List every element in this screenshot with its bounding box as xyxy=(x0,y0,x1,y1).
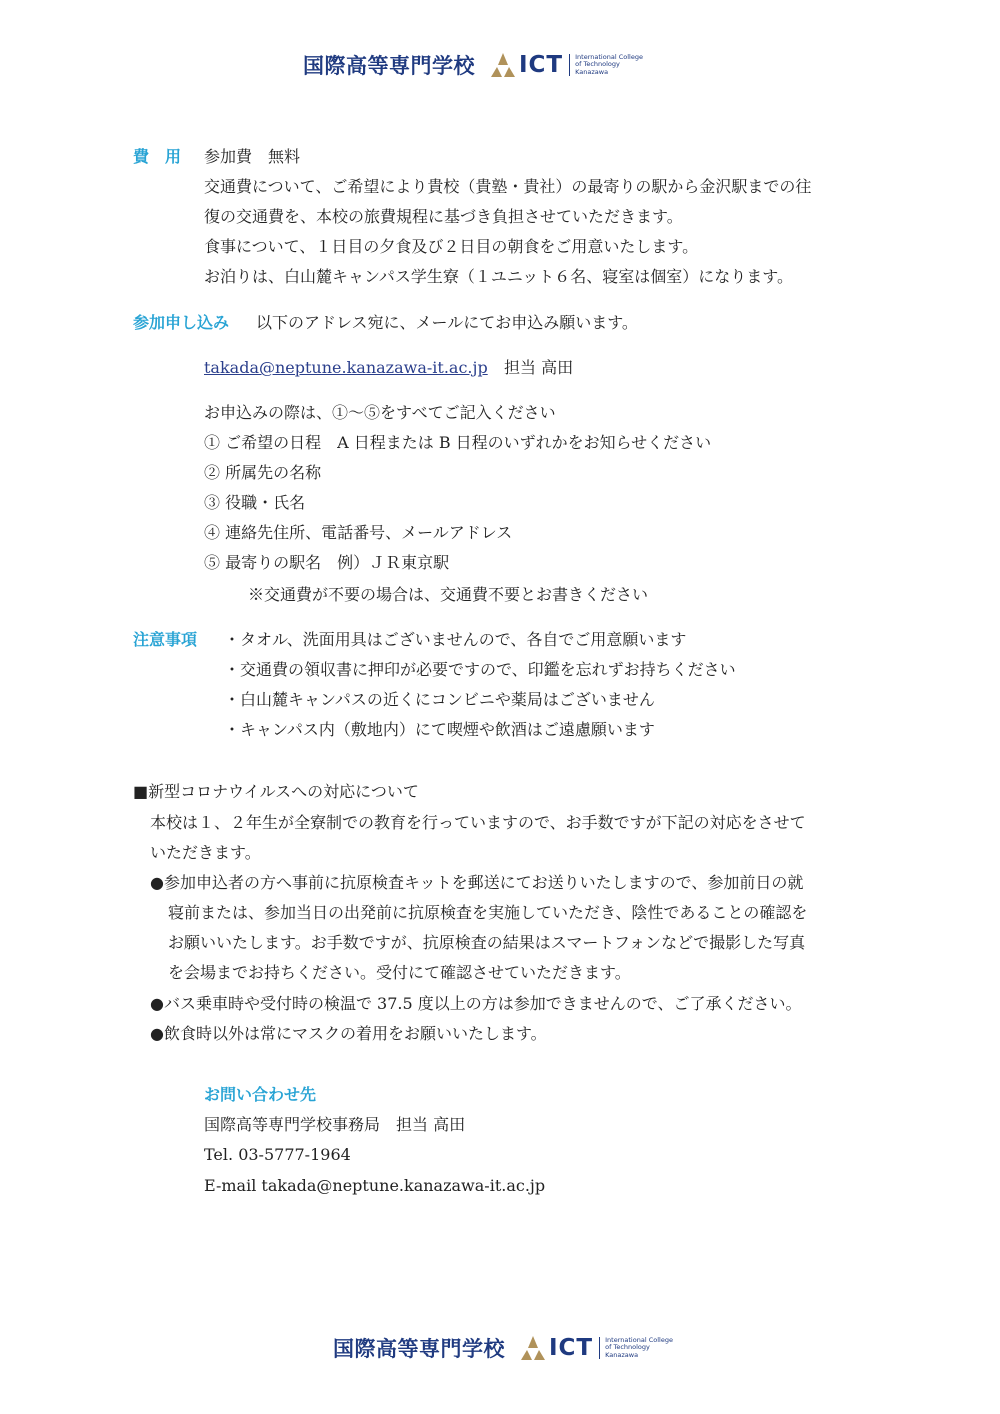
notes-item-2: ・交通費の領収書に押印が必要ですので、印鑑を忘れずお持ちください xyxy=(224,660,736,679)
inquiry-office: 国際高等専門学校事務局 担当 高田 xyxy=(204,1115,466,1134)
application-email-link[interactable]: takada@neptune.kanazawa-it.ac.jp xyxy=(204,358,488,377)
application-label: 参加申し込み xyxy=(133,313,230,332)
covid-bullet-1-line-4: を会場までお持ちください。受付にて確認させていただきます。 xyxy=(168,963,631,982)
covid-bullet-1-line-2: 寝前または、参加当日の出発前に抗原検査を実施していただき、陰性であることの確認を xyxy=(168,903,808,922)
cost-lodging: お泊りは、白山麓キャンパス学生寮（１ユニット６名、寝室は個室）になります。 xyxy=(204,267,793,286)
covid-bullet-1-line-3: お願いいたします。お手数ですが、抗原検査の結果はスマートフォンなどで撮影した写真 xyxy=(168,933,806,952)
notes-item-4: ・キャンパス内（敷地内）にて喫煙や飲酒はご遠慮願います xyxy=(224,720,655,739)
ict-wordmark: ICT xyxy=(549,1335,594,1361)
inquiry-email: E-mail takada@neptune.kanazawa-it.ac.jp xyxy=(204,1176,546,1195)
school-name-en: International College of Technology Kanazawa xyxy=(599,1337,673,1360)
cost-transport-1: 交通費について、ご希望により貴校（貴塾・貴社）の最寄りの駅から金沢駅までの往 xyxy=(204,177,812,196)
inquiry-label: お問い合わせ先 xyxy=(204,1085,317,1104)
cost-meals: 食事について、１日目の夕食及び２日目の朝食をご用意いたします。 xyxy=(204,237,699,256)
school-name-jp: 国際高等専門学校 xyxy=(333,1337,505,1361)
notes-item-3: ・白山麓キャンパスの近くにコンビニや薬局はございません xyxy=(224,690,655,709)
school-name-en: International College of Technology Kanazawa xyxy=(569,54,643,77)
application-item-1: ① ご希望の日程 A 日程または B 日程のいずれかをお知らせください xyxy=(204,433,712,452)
application-item-5: ⑤ 最寄りの駅名 例）ＪＲ東京駅 xyxy=(204,553,450,572)
application-footnote: ※交通費が不要の場合は、交通費不要とお書きください xyxy=(248,585,649,604)
school-name-jp: 国際高等専門学校 xyxy=(303,54,475,78)
application-contact: 担当 高田 xyxy=(504,358,574,377)
application-item-4: ④ 連絡先住所、電話番号、メールアドレス xyxy=(204,523,513,542)
application-note: お申込みの際は、①～⑤をすべてご記入ください xyxy=(204,403,556,422)
covid-intro-2: いただきます。 xyxy=(150,843,261,862)
notes-item-1: ・タオル、洗面用具はございませんので、各自でご用意願います xyxy=(224,630,687,649)
ict-wordmark: ICT xyxy=(519,52,564,78)
application-item-3: ③ 役職・氏名 xyxy=(204,493,306,512)
ict-mark-icon xyxy=(519,1335,547,1361)
covid-bullet-1-line-1: ●参加申込者の方へ事前に抗原検査キットを郵送にてお送りいたしますので、参加前日の就 xyxy=(150,873,804,892)
application-item-2: ② 所属先の名称 xyxy=(204,463,322,482)
inquiry-tel: Tel. 03-5777-1964 xyxy=(204,1145,351,1164)
covid-intro-1: 本校は１、２年生が全寮制での教育を行っていますので、お手数ですが下記の対応をさせて xyxy=(150,813,806,832)
application-intro: 以下のアドレス宛に、メールにてお申込み願います。 xyxy=(256,313,638,332)
notes-label: 注意事項 xyxy=(133,630,198,649)
footer-logo xyxy=(333,1333,673,1363)
ict-mark-icon xyxy=(489,52,517,78)
header-logo xyxy=(303,50,643,80)
covid-heading: ■新型コロナウイルスへの対応について xyxy=(133,782,419,801)
covid-bullet-3: ●飲食時以外は常にマスクの着用をお願いいたします。 xyxy=(150,1024,547,1043)
covid-bullet-2: ●バス乗車時や受付時の検温で 37.5 度以上の方は参加できませんので、ご了承ください。 xyxy=(150,994,802,1013)
cost-label: 費 用 xyxy=(133,147,182,166)
cost-fee: 参加費 無料 xyxy=(204,147,301,166)
cost-transport-2: 復の交通費を、本校の旅費規程に基づき負担させていただきます。 xyxy=(204,207,683,226)
